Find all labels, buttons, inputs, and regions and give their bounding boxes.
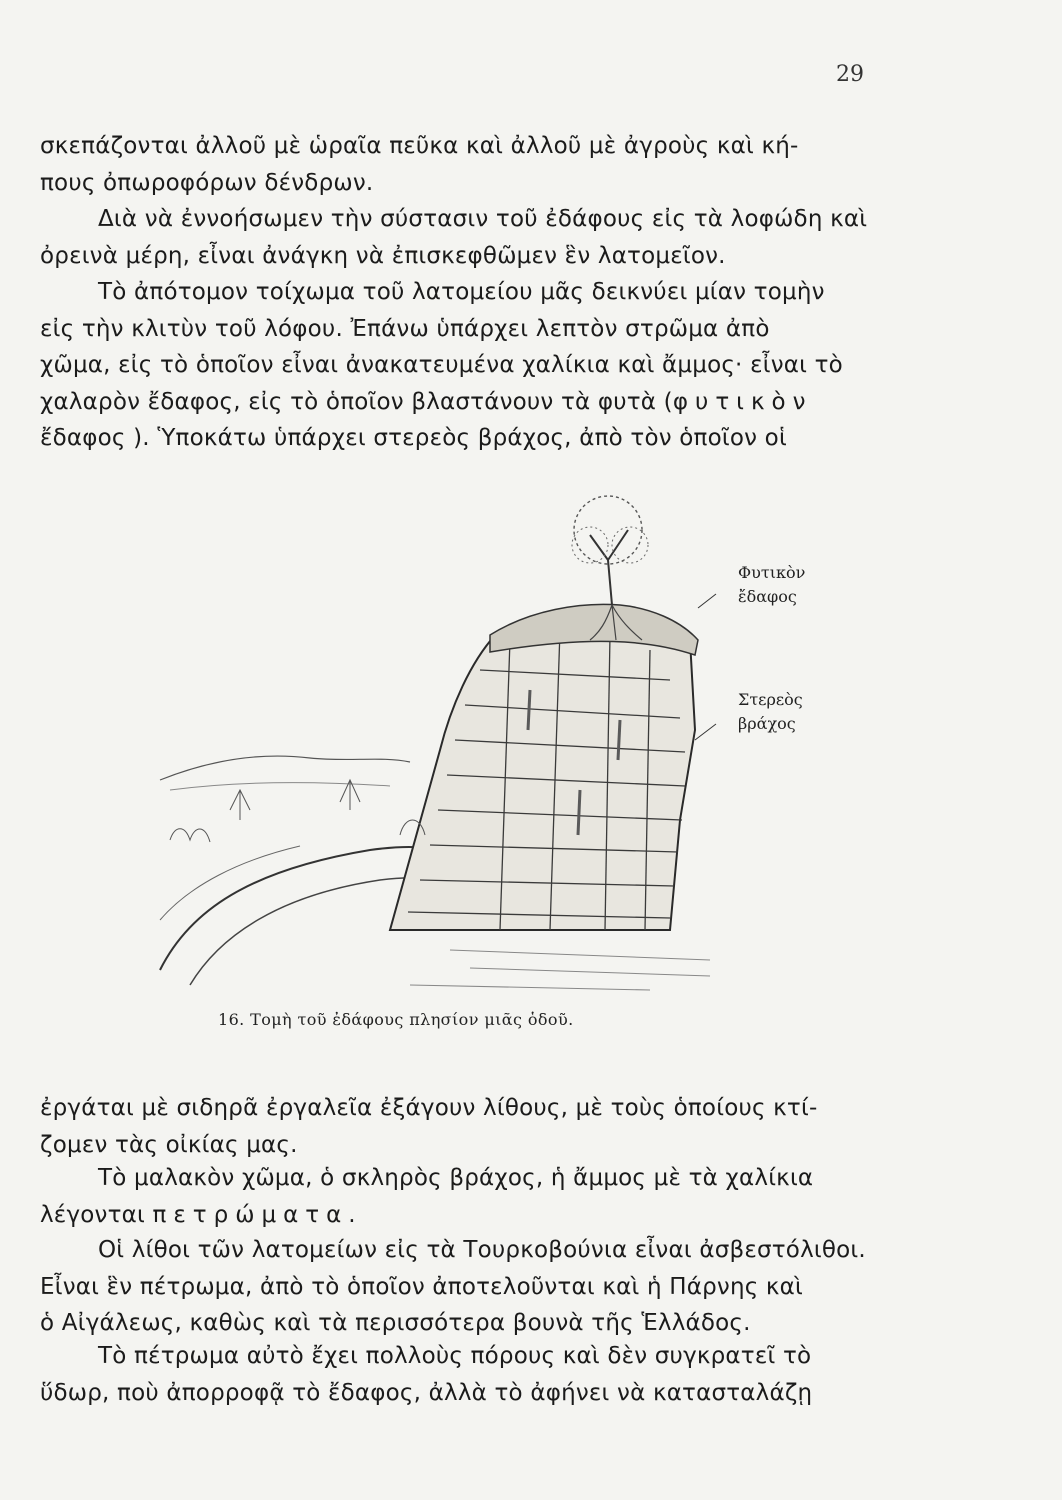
label-line: Στερεὸς	[738, 690, 803, 709]
paragraph-5	[40, 1160, 880, 1233]
paragraph-2	[40, 201, 880, 274]
text-line	[40, 384, 880, 421]
text-line: πους ὀπωροφόρων δένδρων.	[40, 169, 374, 196]
paragraph-4	[40, 1090, 880, 1163]
paragraph-6	[40, 1232, 880, 1342]
text-line: χῶμα, εἰς τὸ ὁποῖον εἶναι ἀνακατευμένα χαλίκια καὶ ἄμμος· εἶναι τὸ	[40, 352, 843, 378]
spaced-term: φυτικὸν	[672, 388, 813, 415]
spaced-term: πετρώματα.	[152, 1201, 363, 1228]
page-number: 29	[836, 62, 864, 87]
text-line: σκεπάζονται ἀλλοῦ μὲ ὡραῖα πεῦκα καὶ ἀλλοῦ μὲ ἀγροὺς καὶ κή-	[40, 133, 799, 159]
text-fragment: λέγονται	[40, 1201, 145, 1228]
paragraph-3	[40, 274, 880, 457]
label-line: Φυτικὸν	[738, 563, 806, 582]
paragraph-1	[40, 128, 880, 201]
text-line: Τὸ μαλακὸν χῶμα, ὁ σκληρὸς βράχος, ἡ ἄμμος μὲ τὰ χαλίκια	[98, 1165, 814, 1191]
text-line: ἔδαφος ). Ὑποκάτω ὑπάρχει στερεὸς βράχος, ἀπὸ τὸν ὁποῖον οἱ	[40, 425, 787, 451]
text-line: Εἶναι ἓν πέτρωμα, ἀπὸ τὸ ὁποῖον ἀποτελοῦνται καὶ ἡ Πάρνης καὶ	[40, 1273, 804, 1300]
text-line: Τὸ ἀπότομον τοίχωμα τοῦ λατομείου μᾶς δεικνύει μίαν τομὴν	[98, 279, 825, 305]
paragraph-7	[40, 1338, 880, 1411]
text-line: ζομεν τὰς οἰκίας μας.	[40, 1131, 298, 1158]
label-line: ἔδαφος	[738, 587, 797, 606]
text-line: Τὸ πέτρωμα αὐτὸ ἔχει πολλοὺς πόρους καὶ δὲν συγκρατεῖ τὸ	[98, 1343, 812, 1369]
text-line: ὕδωρ, ποὺ ἀπορροφᾷ τὸ ἔδαφος, ἀλλὰ τὸ ἀφήνει νὰ κατασταλάζῃ	[40, 1379, 813, 1406]
label-plant-soil	[738, 561, 805, 609]
text-line: Διὰ νὰ ἐννοήσωμεν τὴν σύστασιν τοῦ ἐδάφους εἰς τὰ λοφώδη καὶ	[98, 206, 868, 232]
quarry-drawing	[150, 490, 730, 1000]
label-solid-rock	[738, 688, 803, 736]
quarry-illustration	[150, 490, 730, 1000]
text-line: εἰς τὴν κλιτὺν τοῦ λόφου. Ἐπάνω ὑπάρχει λεπτὸν στρῶμα ἀπὸ	[40, 315, 770, 342]
text-line	[40, 1197, 880, 1234]
figure-caption: 16. Τομὴ τοῦ ἐδάφους πλησίον μιᾶς ὁδοῦ.	[218, 1010, 574, 1029]
text-line: Οἱ λίθοι τῶν λατομείων εἰς τὰ Τουρκοβούνια εἶναι ἀσβεστόλιθοι.	[98, 1237, 866, 1263]
text-line: ὁ Αἰγάλεως, καθὼς καὶ τὰ περισσότερα βουνὰ τῆς Ἑλλάδος.	[40, 1310, 751, 1336]
label-line: βράχος	[738, 714, 796, 733]
text-fragment: χαλαρὸν ἔδαφος, εἰς τὸ ὁποῖον βλαστάνουν τὰ φυτὰ (	[40, 388, 673, 415]
text-line: ὀρεινὰ μέρη, εἶναι ἀνάγκη νὰ ἐπισκεφθῶμεν ἓν λατομεῖον.	[40, 242, 726, 269]
text-line: ἐργάται μὲ σιδηρᾶ ἐργαλεῖα ἐξάγουν λίθους, μὲ τοὺς ὁποίους κτί-	[40, 1095, 818, 1121]
